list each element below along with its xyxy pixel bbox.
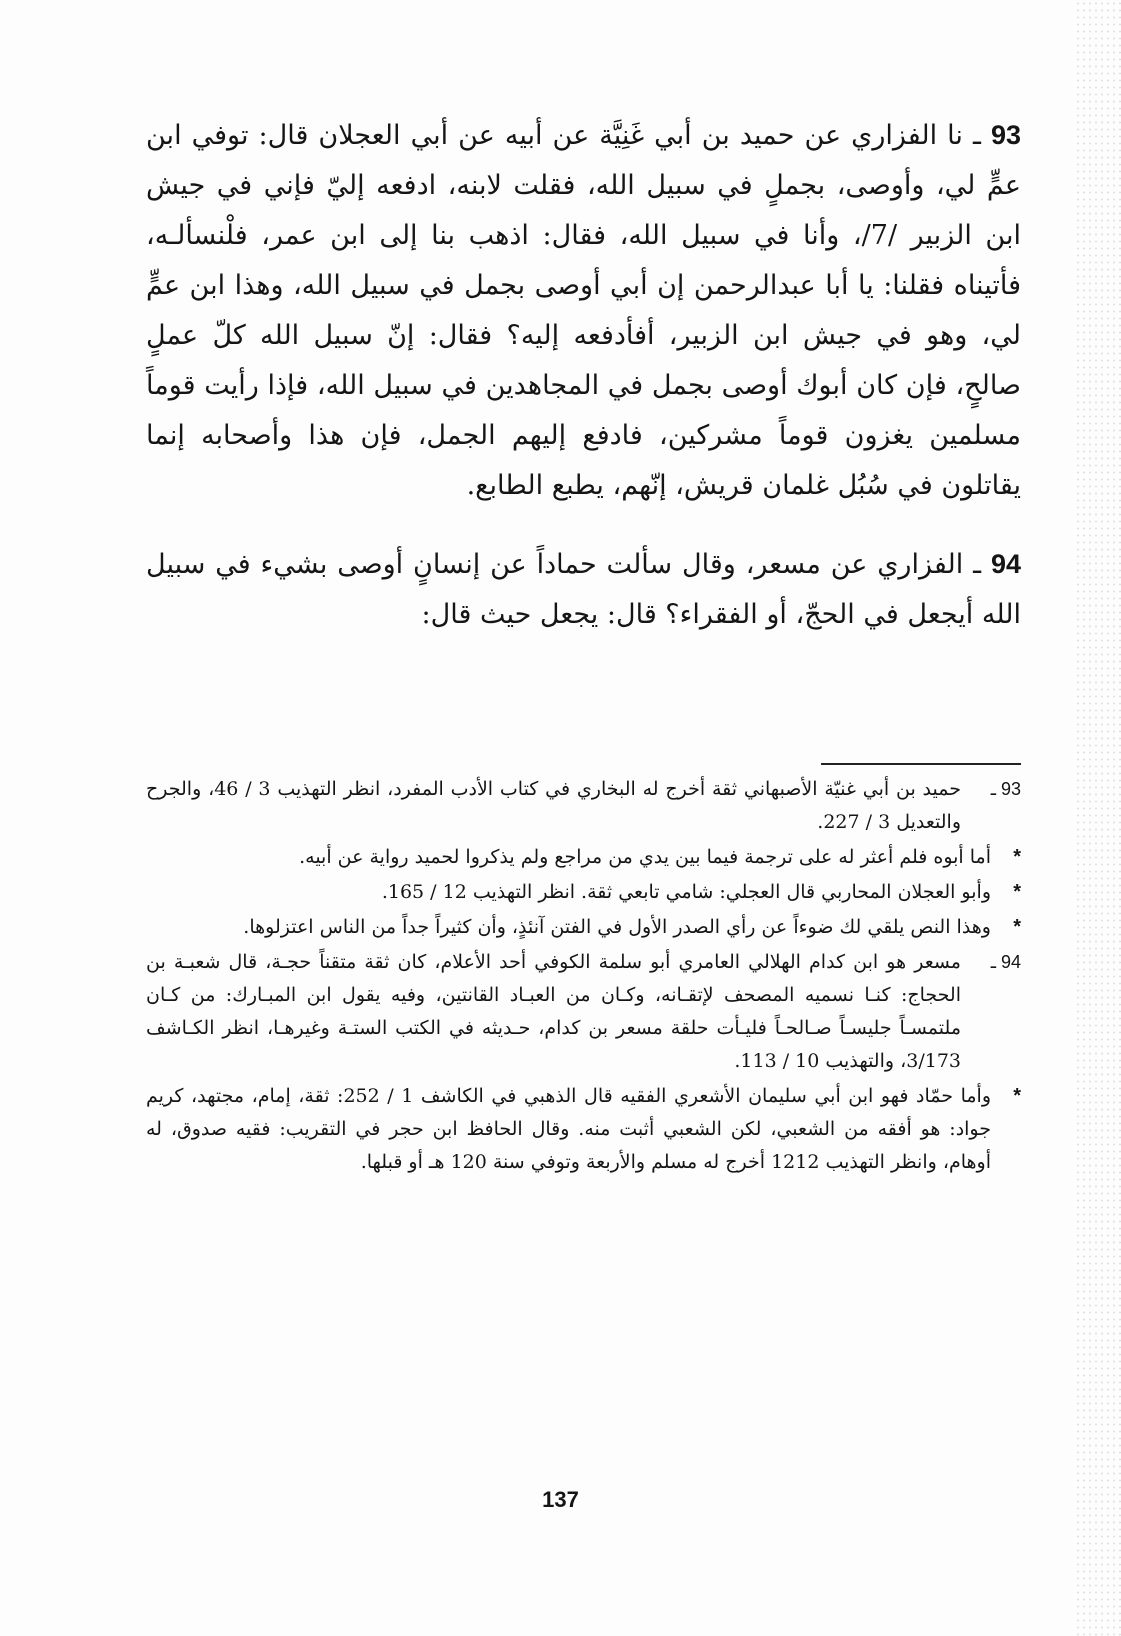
footnote-item — [146, 876, 1021, 909]
paragraph-text: الفزاري عن مسعر، وقال سألت حماداً عن إنسانٍ أوصى بشيء في سبيل الله أيجعل في الحجّ، أو الفقراء؟ قال: يجعل حيث قال: — [146, 549, 1021, 630]
paragraph-93 — [146, 110, 1021, 511]
scan-edge-artifact — [1075, 0, 1121, 1636]
footnote-marker: 94 ـ — [990, 952, 1021, 972]
asterisk-icon: * — [1013, 1085, 1021, 1107]
page-number: 137 — [542, 1487, 579, 1512]
paragraph-number: 94 — [990, 549, 1022, 579]
paragraph-dash: ـ — [973, 549, 982, 580]
paragraph-text: نا الفزاري عن حميد بن أبي غَنِيَّة عن أبيه عن أبي العجلان قال: توفي ابن عمٍّ لي، وأوصى، بجملٍ في سبيل الله، فقلت لابنه، ادفعه إليّ فإني في جيش ابن الزبير /7/، وأنا في سبيل الله، فقال: اذهب بنا إلى ابن عمر، فلْنسألـه، فأتيناه فقلنا: يا أبا عبدالرحمن إن أبي أوصى بجمل في سبيل الله، وهذا ابن عمٍّ لي، وهو في جيش ابن الزبير، أفأدفعه إليه؟ فقال: إنّ سبيل الله كلّ عملٍ صالحٍ، فإن كان أبوك أوصى بجمل في المجاهدين في سبيل الله، فإذا رأيت قوماً مسلمين يغزون قوماً مشركين، فادفع إليهم الجمل، فإن هذا وأصحابه إنما يقاتلون في سُبُل غلمان قريش، إنّهم، يطبع الطابع. — [146, 120, 1021, 501]
footnote-text: وأما حمّاد فهو ابن أبي سليمان الأشعري الفقيه قال الذهبي في الكاشف 1 / 252: ثقة، إمام، مجتهد، كريم جواد: هو أفقه من الشعبي، لكن الشعبي أثبت منه. وقال الحافظ ابن حجر في التقريب: فقيه صدوق، له أوهام، وانظر التهذيب 1212 أخرج له مسلم والأربعة وتوفي سنة 120 هـ أو قبلها. — [146, 1085, 991, 1173]
footnotes — [146, 773, 1021, 1181]
footnote-marker: 93 ـ — [990, 779, 1021, 799]
asterisk-icon: * — [1013, 846, 1021, 868]
footnote-item — [146, 911, 1021, 944]
footnote-item — [146, 1080, 1021, 1179]
footnote-94 — [146, 946, 1021, 1078]
footnote-text: وأبو العجلان المحاربي قال العجلي: شامي تابعي ثقة. انظر التهذيب 12 / 165. — [381, 881, 991, 903]
main-text — [146, 110, 1021, 668]
footnote-text: مسعر هو ابن كدام الهلالي العامري أبو سلمة الكوفي أحد الأعلام، كان ثقة متقناً حجـة، قال شعبـة بن الحجاج: كنـا نسميه المصحف لإتقـانه، وكـان من العبـاد القانتين، وفيه يقول ابن المبـارك: من كـان ملتمسـاً جليسـاً صـالحـاً فليـأت حلقة مسعر بن كدام، حـديثه في الكتب الستـة وغيرهـا، انظر الكـاشف 3/173، والتهذيب 10 / 113. — [146, 951, 961, 1072]
asterisk-icon: * — [1013, 916, 1021, 938]
footnote-item — [146, 841, 1021, 874]
paragraph-number: 93 — [990, 120, 1021, 150]
footnote-separator — [821, 763, 1021, 765]
footnote-text: أما أبوه فلم أعثر له على ترجمة فيما بين يدي من مراجع ولم يذكروا لحميد رواية عن أبيه. — [299, 846, 991, 868]
footnote-text: حميد بن أبي غنيّة الأصبهاني ثقة أخرج له البخاري في كتاب الأدب المفرد، انظر التهذيب 3 / 46، والجرح والتعديل 3 / 227. — [146, 778, 961, 833]
asterisk-icon: * — [1013, 881, 1021, 903]
paragraph-dash: ـ — [972, 120, 981, 151]
footnote-93 — [146, 773, 1021, 839]
paragraph-94 — [146, 539, 1021, 640]
footnote-text: وهذا النص يلقي لك ضوءاً عن رأي الصدر الأول في الفتن آنئذٍ، وأن كثيراً جداً من الناس اعتزلوها. — [243, 916, 991, 938]
